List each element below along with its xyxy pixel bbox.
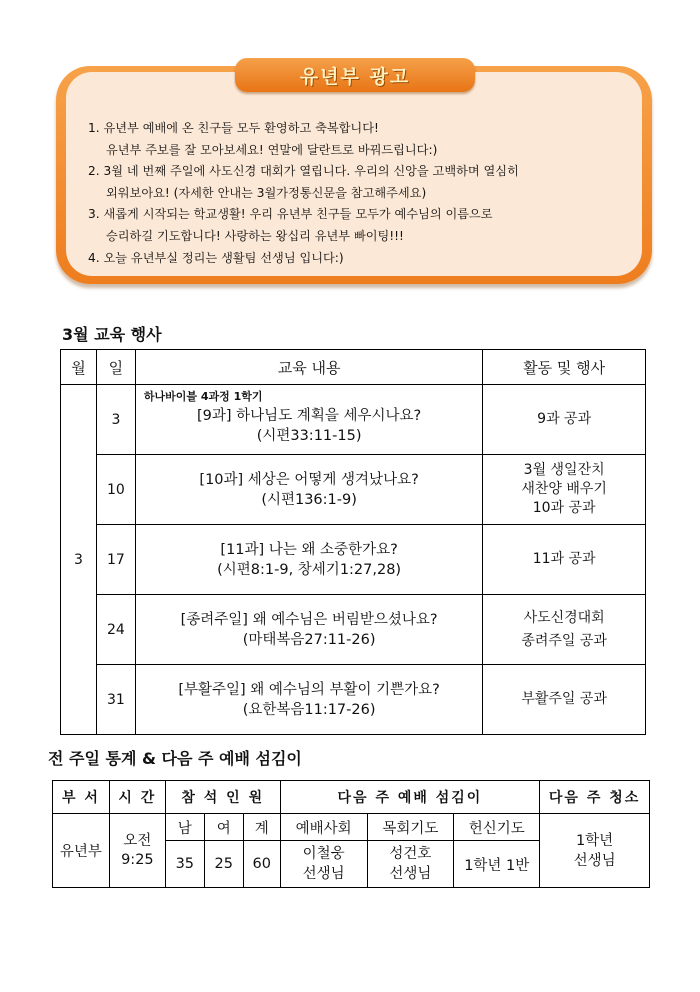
offering-cell: 1학년 1반	[454, 841, 540, 888]
header-cleaning: 다음 주 청소	[540, 781, 650, 814]
stats-header-row	[53, 781, 650, 814]
lesson-ref: (요한복음11:17-26)	[242, 701, 376, 718]
header-servers: 다음 주 예배 섬김이	[280, 781, 539, 814]
lesson-title: [9과] 하나님도 계획을 세우시나요?	[197, 407, 422, 424]
female-count: 25	[204, 841, 243, 888]
lesson-cell	[135, 595, 482, 665]
table-row	[61, 385, 646, 455]
lesson-title: [11과] 나는 왜 소중한가요?	[220, 541, 398, 558]
activity-item: 11과 공과	[532, 551, 596, 567]
time-part: 오전	[123, 832, 152, 849]
notice-title: 유년부 광고	[299, 65, 411, 88]
notice-line: 외워보아요! (자세한 안내는 3월가정통신문을 참고해주세요)	[106, 185, 427, 200]
lesson-ref: (시편8:1-9, 창세기1:27,28)	[217, 561, 402, 578]
subheader-male: 남	[165, 814, 204, 841]
prayer-part: 선생님	[389, 866, 432, 882]
cleaning-part: 선생님	[573, 852, 616, 869]
header-content: 교육 내용	[135, 350, 482, 385]
activity-item: 새찬양 배우기	[521, 481, 607, 497]
header-day: 일	[96, 350, 135, 385]
activity-item: 종려주일 공과	[521, 632, 607, 649]
table-row	[61, 595, 646, 665]
day-cell: 31	[96, 665, 135, 735]
header-dept: 부 서	[53, 781, 110, 814]
lesson-ref: (시편33:11-15)	[256, 427, 362, 444]
activity-cell	[483, 385, 646, 455]
activity-cell	[483, 525, 646, 595]
lesson-title: [종려주일] 왜 예수님은 버림받으셨나요?	[180, 611, 438, 628]
table-row	[61, 525, 646, 595]
header-activity: 활동 및 행사	[483, 350, 646, 385]
subheader-leader: 예배사회	[280, 814, 367, 841]
activity-cell	[483, 665, 646, 735]
notice-line: 2. 3월 네 번째 주일에 사도신경 대회가 열립니다. 우리의 신앙을 고백하며 열심히	[88, 164, 519, 179]
table-row	[61, 665, 646, 735]
schedule-title: 3월 교육 행사	[62, 325, 162, 344]
subheader-total: 계	[243, 814, 280, 841]
lesson-ref: (마태복음27:11-26)	[242, 631, 376, 648]
subheader-female: 여	[204, 814, 243, 841]
lesson-title: [10과] 세상은 어떻게 생겨났나요?	[199, 471, 419, 488]
lesson-title: [부활주일] 왜 예수님의 부활이 기쁜가요?	[178, 681, 440, 698]
schedule-header-row	[61, 350, 646, 385]
notice-line: 3. 새롭게 시작되는 학교생활! 우리 유년부 친구들 모두가 예수님의 이름으로	[88, 207, 493, 222]
lesson-cell	[135, 665, 482, 735]
day-cell: 10	[96, 455, 135, 525]
stats-table	[52, 780, 650, 888]
lesson-ref: (시편136:1-9)	[261, 491, 357, 508]
table-row	[61, 455, 646, 525]
stats-subheader-row	[53, 814, 650, 841]
lesson-cell	[135, 525, 482, 595]
stats-title: 전 주일 통계 & 다음 주 예배 섬김이	[48, 749, 302, 768]
prayer-cell	[367, 841, 454, 888]
activity-cell	[483, 455, 646, 525]
male-count: 35	[165, 841, 204, 888]
activity-cell	[483, 595, 646, 665]
cleaning-part: 1학년	[575, 832, 614, 849]
lesson-cell	[135, 455, 482, 525]
dept-cell: 유년부	[53, 814, 110, 888]
time-cell	[109, 814, 165, 888]
prayer-part: 성건호	[389, 846, 432, 862]
day-cell: 24	[96, 595, 135, 665]
header-month: 월	[61, 350, 97, 385]
activity-item: 10과 공과	[532, 500, 596, 516]
cleaning-cell	[540, 814, 650, 888]
time-part: 9:25	[121, 851, 154, 868]
activity-item: 9과 공과	[537, 411, 592, 427]
month-cell: 3	[61, 385, 97, 735]
day-cell: 17	[96, 525, 135, 595]
header-attendance: 참 석 인 원	[165, 781, 280, 814]
activity-item: 사도신경대회	[523, 609, 605, 626]
notice-text	[88, 118, 638, 269]
notice-line: 승리하길 기도합니다! 사랑하는 왕십리 유년부 빠이팅!!!	[106, 228, 404, 243]
notice-line: 1. 유년부 예배에 온 친구들 모두 환영하고 축복합니다!	[88, 121, 379, 135]
leader-part: 이철웅	[302, 846, 345, 862]
course-label: 하나바이블 4과정 1학기	[143, 390, 263, 403]
total-count: 60	[243, 841, 280, 888]
subheader-prayer: 목회기도	[367, 814, 454, 841]
leader-cell	[280, 841, 367, 888]
schedule-table	[60, 349, 646, 735]
notice-line: 유년부 주보를 잘 모아보세요! 연말에 달란트로 바꿔드립니다:)	[106, 142, 438, 157]
activity-item: 부활주일 공과	[521, 691, 607, 707]
lesson-cell	[135, 385, 482, 455]
header-time: 시 간	[109, 781, 165, 814]
notice-line: 4. 오늘 유년부실 정리는 생활팀 선생님 입니다:)	[88, 250, 344, 265]
leader-part: 선생님	[302, 866, 345, 882]
subheader-offering: 헌신기도	[454, 814, 540, 841]
day-cell: 3	[96, 385, 135, 455]
activity-item: 3월 생일잔치	[523, 462, 605, 478]
notice-title-tab	[235, 58, 475, 92]
